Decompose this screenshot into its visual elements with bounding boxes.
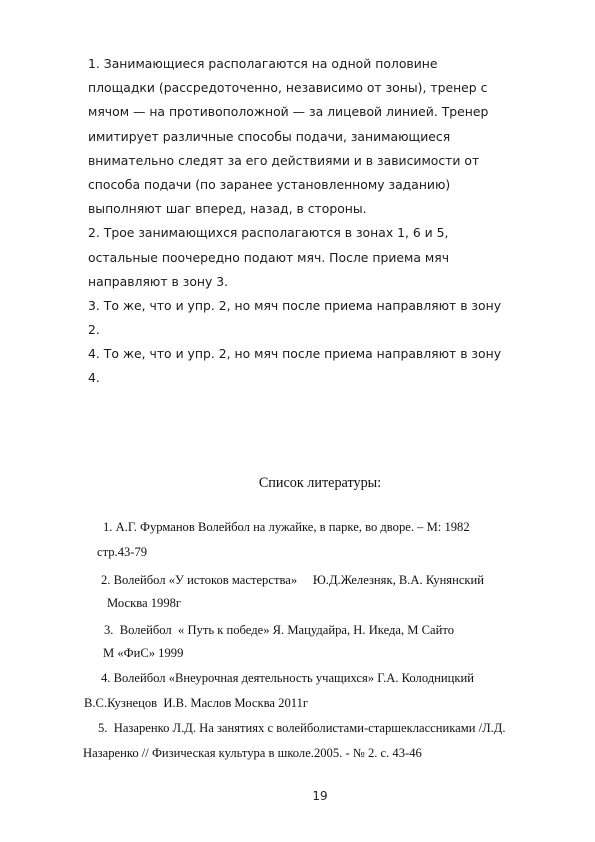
reference-line: М «ФиС» 1999 xyxy=(103,646,184,660)
exercise-list xyxy=(88,52,558,391)
exercise-line: имитирует различные способы подачи, занимающиеся xyxy=(88,128,451,144)
exercise-line: 2. xyxy=(88,322,100,338)
reference-line: 2. Волейбол «У истоков мастерства» Ю.Д.Железняк, В.А. Кунянский xyxy=(101,573,485,587)
reference-line: 5. Назаренко Л.Д. На занятиях с волейболистами-старшеклассниками /Л.Д. xyxy=(98,721,506,735)
exercise-line: остальные поочередно подают мяч. После приема мяч xyxy=(88,249,450,265)
exercise-line: выполняют шаг вперед, назад, в стороны. xyxy=(88,201,367,217)
reference-line: Москва 1998г xyxy=(107,596,182,610)
exercise-line: 3. То же, что и упр. 2, но мяч после приема направляют в зону xyxy=(88,297,502,313)
reference-line: Назаренко // Физическая культура в школе.2005. - № 2. с. 43-46 xyxy=(83,746,422,760)
reference-line: 3. Волейбол « Путь к победе» Я. Мацудайра, Н. Икеда, М Сайто xyxy=(104,623,455,637)
exercise-line: площадки (рассредоточенно, независимо от зоны), тренер с xyxy=(88,80,488,96)
exercise-line: 1. Занимающиеся располагаются на одной половине xyxy=(88,56,438,71)
reference-line: 4. Волейбол «Внеурочная деятельность учащихся» Г.А. Колодницкий xyxy=(101,671,475,685)
page-number: 19 xyxy=(312,789,328,803)
reference-line: 1. А.Г. Фурманов Волейбол на лужайке, в парке, во дворе. – М: 1982 xyxy=(103,520,470,534)
exercise-line: способа подачи (по заранее установленному заданию) xyxy=(88,176,451,192)
exercise-line: 2. Трое занимающихся располагаются в зонах 1, 6 и 5, xyxy=(88,225,449,241)
exercise-line: 4. То же, что и упр. 2, но мяч после приема направляют в зону xyxy=(88,346,502,362)
exercise-line: мячом — на противоположной — за лицевой линией. Тренер xyxy=(88,104,489,120)
references-title: Список литературы: xyxy=(258,475,382,491)
exercise-line: внимательно следят за его действиями и в зависимости от xyxy=(88,152,480,168)
exercise-line: 4. xyxy=(88,370,100,386)
reference-line: стр.43-79 xyxy=(97,545,148,559)
exercise-line: направляют в зону 3. xyxy=(88,273,229,289)
reference-line: В.С.Кузнецов И.В. Маслов Москва 2011г xyxy=(84,696,309,710)
